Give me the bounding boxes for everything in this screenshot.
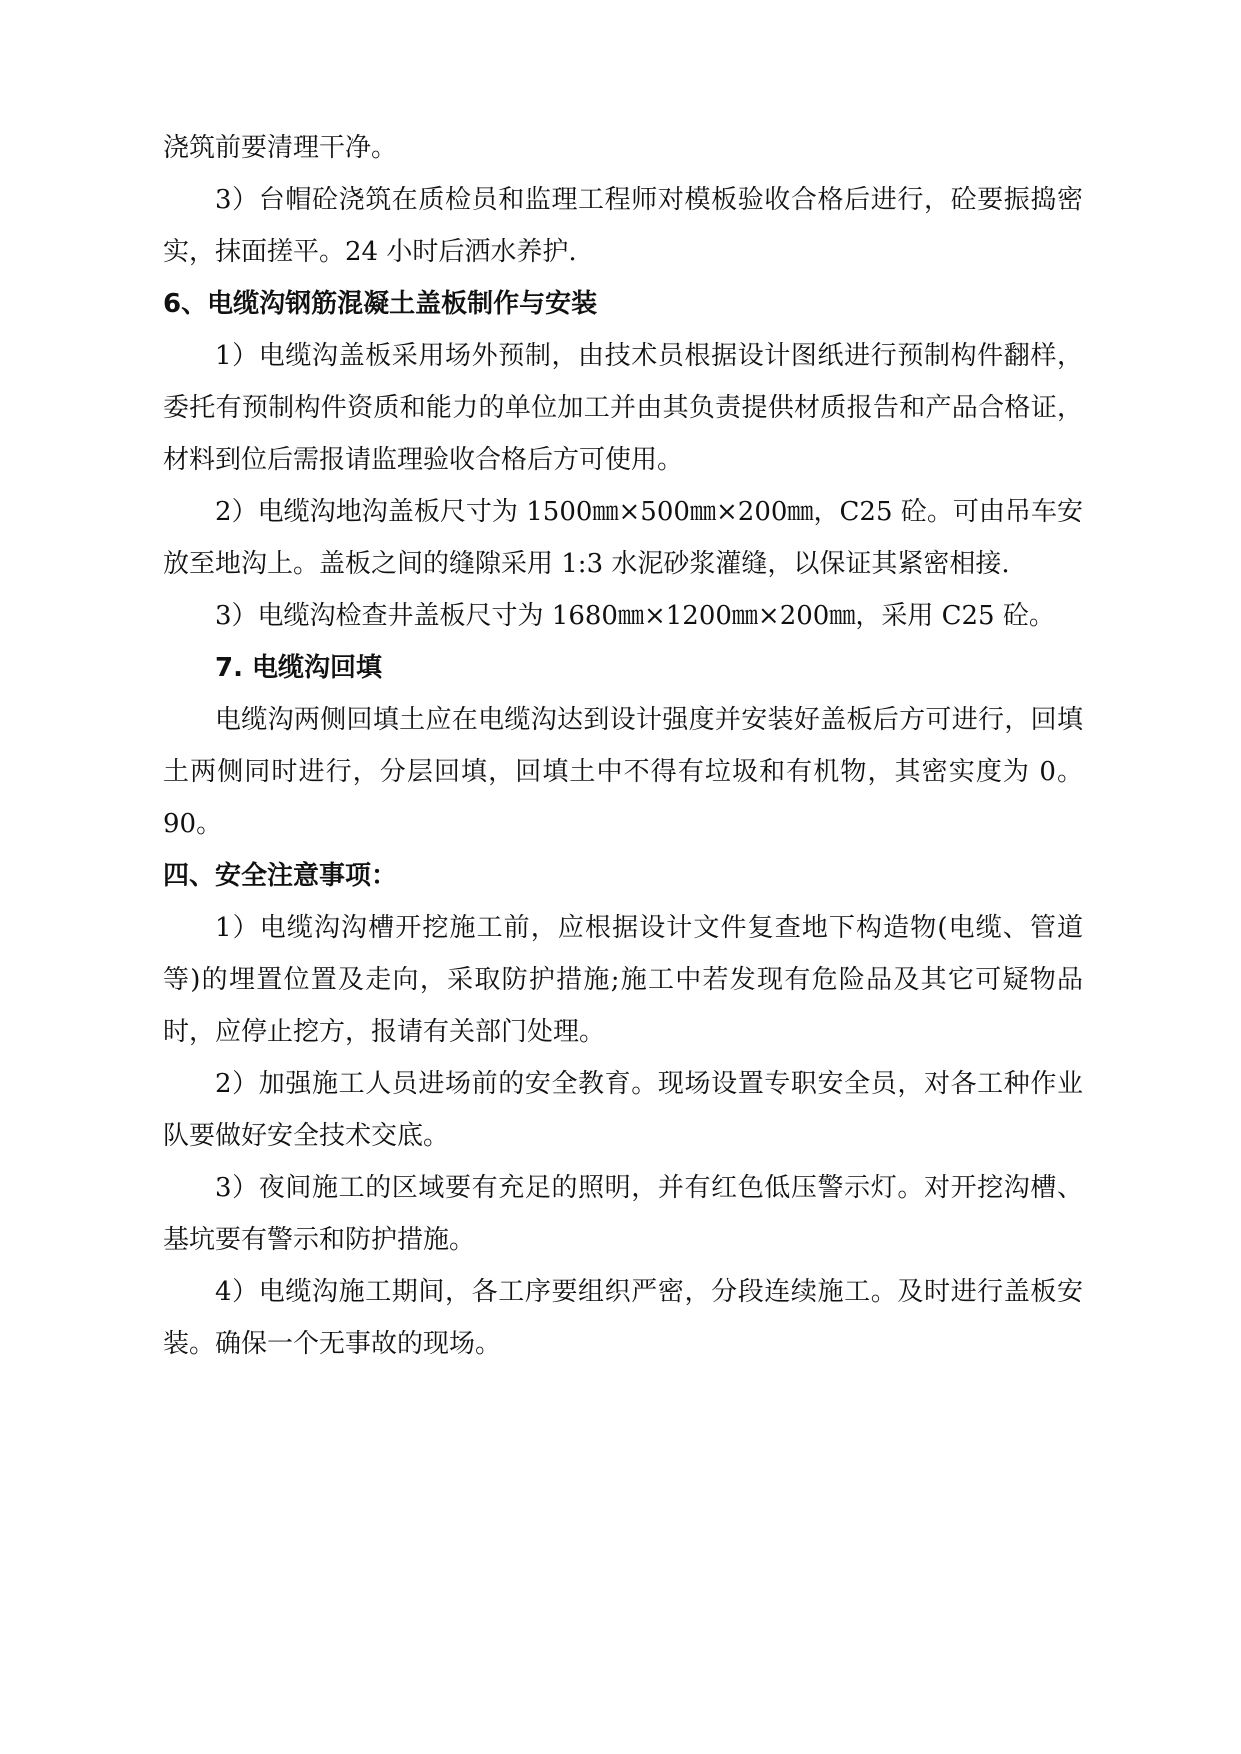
paragraph-backfill: 电缆沟两侧回填土应在电缆沟达到设计强度并安装好盖板后方可进行，回填土两侧同时进行，分层回填，回填土中不得有垃圾和有机物，其密实度为 0。90。 <box>163 705 1083 839</box>
section-heading-safety: 四、安全注意事项： <box>163 861 398 891</box>
paragraph-safety-3: 3）夜间施工的区域要有充足的照明，并有红色低压警示灯。对开挖沟槽、基坑要有警示和防护措施。 <box>163 1173 1083 1255</box>
paragraph-cover-size: 2）电缆沟地沟盖板尺寸为 1500㎜×500㎜×200㎜，C25 砼。可由吊车安放至地沟上。盖板之间的缝隙采用 1:3 水泥砂浆灌缝，以保证其紧密相接. <box>163 497 1083 579</box>
section-heading-cover-plate: 6、电缆沟钢筋混凝土盖板制作与安装 <box>163 289 598 319</box>
paragraph-safety-4: 4）电缆沟施工期间，各工序要组织严密，分段连续施工。及时进行盖板安装。确保一个无事故的现场。 <box>163 1277 1083 1359</box>
paragraph-cap-pour: 3）台帽砼浇筑在质检员和监理工程师对模板验收合格后进行，砼要振捣密实，抹面搓平。24 小时后洒水养护. <box>163 185 1083 267</box>
paragraph-safety-1: 1）电缆沟沟槽开挖施工前，应根据设计文件复查地下构造物(电缆、管道等)的埋置位置及走向，采取防护措施;施工中若发现有危险品及其它可疑物品时，应停止挖方，报请有关部门处理。 <box>163 913 1083 1047</box>
paragraph-pour-cleanup: 浇筑前要清理干净。 <box>163 133 398 163</box>
paragraph-manhole-cover: 3）电缆沟检查井盖板尺寸为 1680㎜×1200㎜×200㎜，采用 C25 砼。 <box>215 601 1055 631</box>
document-body <box>163 122 1083 1370</box>
paragraph-cover-prefab: 1）电缆沟盖板采用场外预制，由技术员根据设计图纸进行预制构件翻样，委托有预制构件资质和能力的单位加工并由其负责提供材质报告和产品合格证，材料到位后需报请监理验收合格后方可使用。 <box>163 341 1083 475</box>
paragraph-safety-2: 2）加强施工人员进场前的安全教育。现场设置专职安全员，对各工种作业队要做好安全技术交底。 <box>163 1069 1083 1151</box>
section-heading-backfill: 7. 电缆沟回填 <box>215 653 383 683</box>
